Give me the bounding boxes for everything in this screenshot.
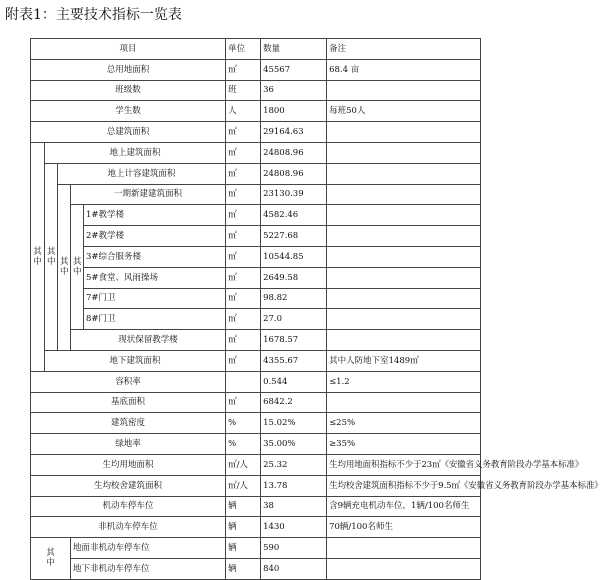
- qizhong-label-outer: 其 中: [31, 142, 45, 371]
- row-remark: 生均校舍建筑面积指标不少于9.5㎡《安徽省义务教育阶段办学基本标准》: [327, 475, 481, 496]
- row-item: 现状保留教学楼: [71, 330, 226, 351]
- table-row: [31, 392, 481, 413]
- row-remark: [327, 538, 481, 559]
- row-qty: 98.82: [261, 288, 327, 309]
- row-remark: 70辆/100名师生: [327, 517, 481, 538]
- table-row: [31, 80, 481, 101]
- row-item: 总建筑面积: [31, 122, 226, 143]
- row-qty: 25.32: [261, 454, 327, 475]
- row-unit: ㎡: [226, 267, 261, 288]
- qizhong-label-inner: 其 中: [58, 184, 71, 350]
- row-remark: ≤1.2: [327, 371, 481, 392]
- table-row: [31, 163, 481, 184]
- row-item: 地下建筑面积: [45, 350, 226, 371]
- row-item: 一期新建建筑面积: [71, 184, 226, 205]
- row-remark: [327, 122, 481, 143]
- row-unit: 辆: [226, 538, 261, 559]
- row-item: 1#教学楼: [84, 205, 226, 226]
- row-remark: [327, 330, 481, 351]
- row-qty: 45567: [261, 59, 327, 80]
- table-row: [31, 475, 481, 496]
- row-qty: 24808.96: [261, 142, 327, 163]
- row-qty: 590: [261, 538, 327, 559]
- row-unit: ㎡: [226, 59, 261, 80]
- row-item: 学生数: [31, 101, 226, 122]
- row-qty: 27.0: [261, 309, 327, 330]
- row-unit: ㎡/人: [226, 454, 261, 475]
- row-qty: 1678.57: [261, 330, 327, 351]
- row-remark: 每班50人: [327, 101, 481, 122]
- row-item: 基底面积: [31, 392, 226, 413]
- row-item: 5#食堂、风雨操场: [84, 267, 226, 288]
- row-qty: 29164.63: [261, 122, 327, 143]
- row-item: 地上建筑面积: [45, 142, 226, 163]
- row-item: 地上计容建筑面积: [58, 163, 226, 184]
- row-qty: 13.78: [261, 475, 327, 496]
- row-qty: 23130.39: [261, 184, 327, 205]
- table-row: [31, 267, 481, 288]
- row-unit: ㎡: [226, 288, 261, 309]
- row-item: 绿地率: [31, 434, 226, 455]
- header-remark: 备注: [327, 39, 481, 60]
- row-item: 地下非机动车停车位: [71, 558, 226, 579]
- table-row: [31, 205, 481, 226]
- row-unit: ㎡: [226, 142, 261, 163]
- row-unit: ㎡: [226, 205, 261, 226]
- row-unit: 人: [226, 101, 261, 122]
- row-unit: ㎡: [226, 350, 261, 371]
- row-qty: 5227.68: [261, 226, 327, 247]
- indicator-table: [30, 38, 603, 580]
- row-unit: ㎡: [226, 122, 261, 143]
- header-qty: 数量: [261, 39, 327, 60]
- row-item: 8#门卫: [84, 309, 226, 330]
- table-row: [31, 122, 481, 143]
- row-unit: ㎡/人: [226, 475, 261, 496]
- row-qty: 6842.2: [261, 392, 327, 413]
- row-remark: [327, 558, 481, 579]
- row-unit: ㎡: [226, 163, 261, 184]
- table-row: [31, 558, 481, 579]
- row-item: 机动车停车位: [31, 496, 226, 517]
- table-row: [31, 350, 481, 371]
- row-item: 3#综合服务楼: [84, 246, 226, 267]
- qizhong-label-parking: 其 中: [31, 538, 71, 580]
- row-item: 班级数: [31, 80, 226, 101]
- row-remark: [327, 392, 481, 413]
- header-unit: 单位: [226, 39, 261, 60]
- table-row: [31, 309, 481, 330]
- row-qty: 24808.96: [261, 163, 327, 184]
- row-item: 2#教学楼: [84, 226, 226, 247]
- row-qty: 10544.85: [261, 246, 327, 267]
- row-qty: 2649.58: [261, 267, 327, 288]
- table-row: [31, 496, 481, 517]
- table-row: [31, 371, 481, 392]
- qizhong-label-mid: 其 中: [45, 163, 58, 350]
- row-unit: ㎡: [226, 246, 261, 267]
- header-item: 项目: [31, 39, 226, 60]
- row-item: 7#门卫: [84, 288, 226, 309]
- table-row: [31, 538, 481, 559]
- row-unit: ㎡: [226, 330, 261, 351]
- page-title: 附表1：主要技术指标一览表: [5, 7, 182, 23]
- row-qty: 38: [261, 496, 327, 517]
- row-item: 非机动车停车位: [31, 517, 226, 538]
- table-row: [31, 413, 481, 434]
- table-row: [31, 330, 481, 351]
- row-remark: [327, 205, 481, 226]
- table-row: [31, 184, 481, 205]
- row-remark: [327, 184, 481, 205]
- row-qty: 840: [261, 558, 327, 579]
- row-unit: ㎡: [226, 184, 261, 205]
- table-header-row: [31, 39, 481, 60]
- row-item: 地面非机动车停车位: [71, 538, 226, 559]
- table-row: [31, 246, 481, 267]
- row-remark: [327, 288, 481, 309]
- row-unit: 班: [226, 80, 261, 101]
- row-qty: 1800: [261, 101, 327, 122]
- row-unit: ㎡: [226, 309, 261, 330]
- row-remark: 生均用地面积指标不少于23㎡《安徽省义务教育阶段办学基本标准》: [327, 454, 481, 475]
- table-row: [31, 288, 481, 309]
- row-unit: [226, 371, 261, 392]
- row-remark: [327, 309, 481, 330]
- row-item: 容积率: [31, 371, 226, 392]
- row-remark: [327, 163, 481, 184]
- table-row: [31, 454, 481, 475]
- row-remark: [327, 267, 481, 288]
- row-remark: [327, 80, 481, 101]
- row-remark: 含9辆充电机动车位，1辆/100名师生: [327, 496, 481, 517]
- row-remark: 68.4 亩: [327, 59, 481, 80]
- row-unit: %: [226, 434, 261, 455]
- row-item: 总用地面积: [31, 59, 226, 80]
- row-remark: ≥35%: [327, 434, 481, 455]
- row-unit: %: [226, 413, 261, 434]
- table-row: [31, 101, 481, 122]
- row-remark: 其中人防地下室1489㎡: [327, 350, 481, 371]
- row-qty: 4582.46: [261, 205, 327, 226]
- row-qty: 36: [261, 80, 327, 101]
- table-row: [31, 226, 481, 247]
- row-unit: 辆: [226, 517, 261, 538]
- row-remark: [327, 246, 481, 267]
- row-item: 生均用地面积: [31, 454, 226, 475]
- row-qty: 0.544: [261, 371, 327, 392]
- row-qty: 35.00%: [261, 434, 327, 455]
- row-remark: ≤25%: [327, 413, 481, 434]
- row-unit: ㎡: [226, 392, 261, 413]
- row-item: 生均校舍建筑面积: [31, 475, 226, 496]
- table-row: [31, 434, 481, 455]
- row-remark: [327, 226, 481, 247]
- row-unit: 辆: [226, 558, 261, 579]
- row-qty: 15.02%: [261, 413, 327, 434]
- row-qty: 1430: [261, 517, 327, 538]
- row-item: 建筑密度: [31, 413, 226, 434]
- table-row: [31, 142, 481, 163]
- table-row: [31, 59, 481, 80]
- row-unit: ㎡: [226, 226, 261, 247]
- row-qty: 4355.67: [261, 350, 327, 371]
- row-remark: [327, 142, 481, 163]
- table-row: [31, 517, 481, 538]
- row-unit: 辆: [226, 496, 261, 517]
- qizhong-label-innermost: 其 中: [71, 205, 84, 330]
